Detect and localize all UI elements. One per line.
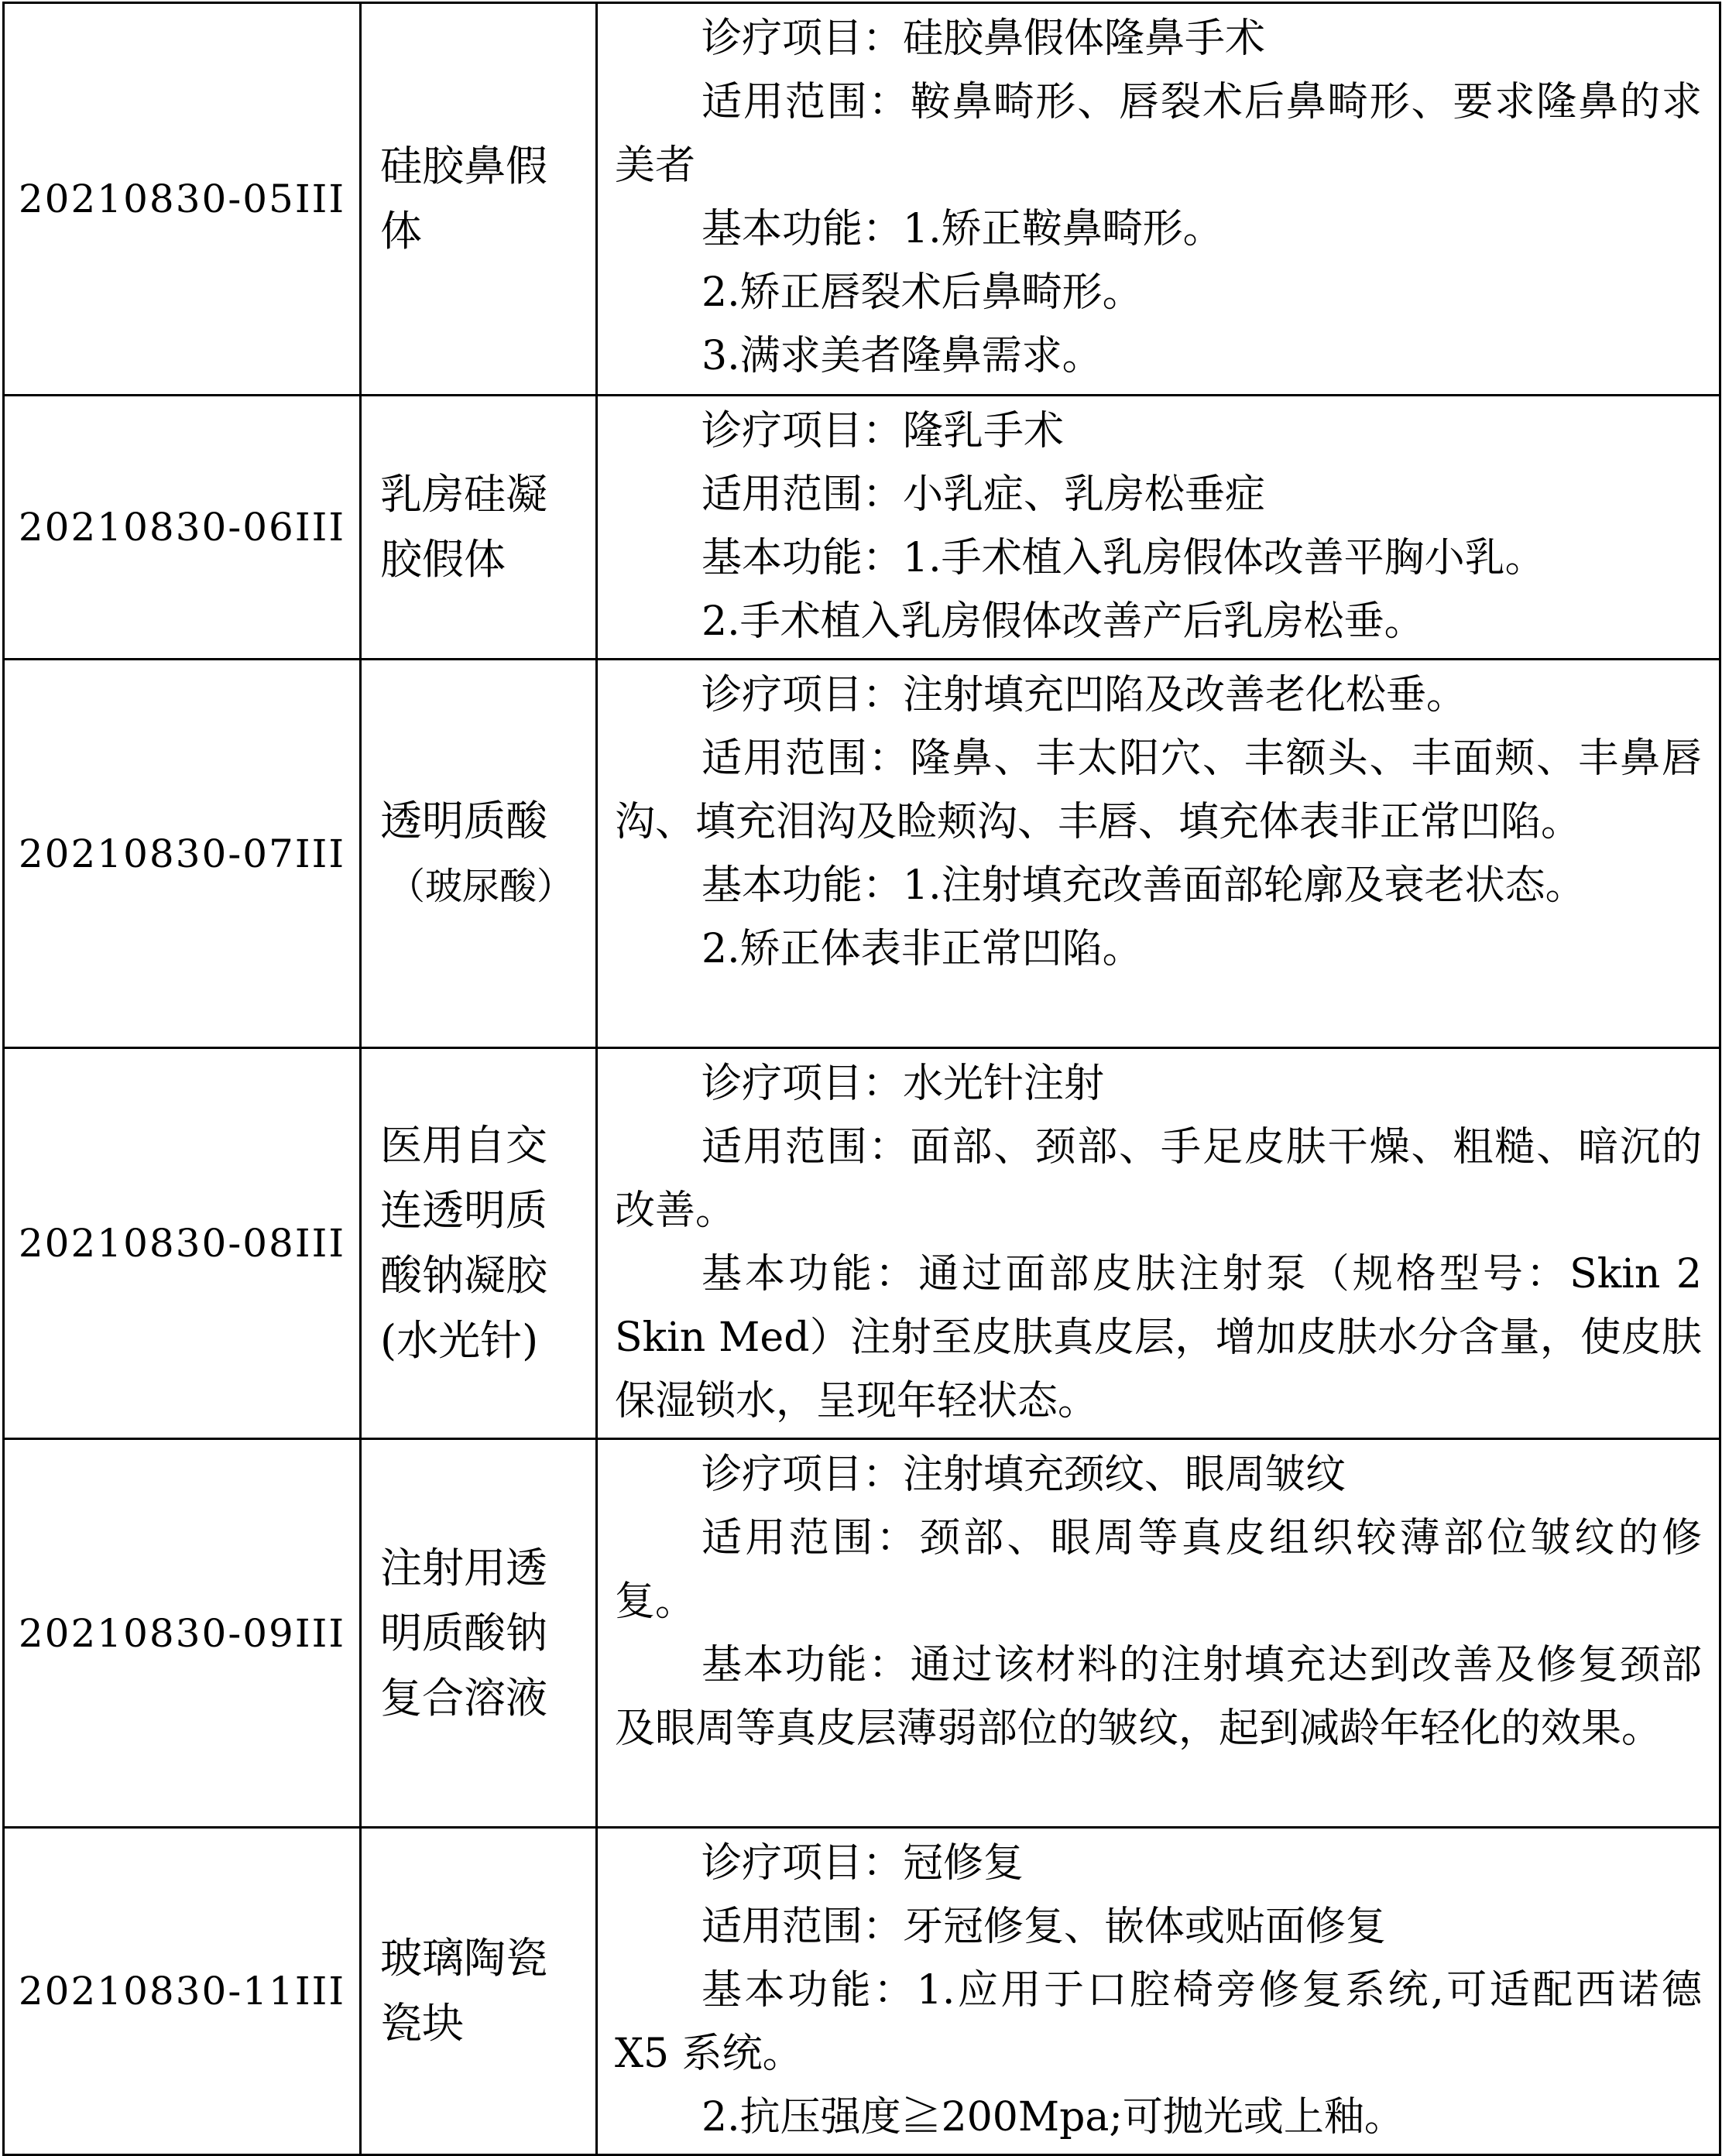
scope-line: 适用范围：隆鼻、丰太阳穴、丰额头、丰面颊、丰鼻唇沟、填充泪沟及睑颊沟、丰唇、填充体表非正常凹陷。 bbox=[615, 735, 1702, 845]
item-name-line: 酸钠凝胶 bbox=[380, 1251, 547, 1300]
item-name-line: 透明质酸 bbox=[380, 796, 547, 845]
function-line: 基本功能：1.注射填充改善面部轮廓及衰老状态。 bbox=[701, 862, 1586, 909]
item-description bbox=[597, 3, 1720, 396]
item-description bbox=[597, 396, 1720, 660]
function-line: 基本功能：通过该材料的注射填充达到改善及修复颈部及眼周等真皮层薄弱部位的皱纹，起到减龄年轻化的效果。 bbox=[615, 1642, 1702, 1752]
item-code: 20210830-08III bbox=[4, 1048, 361, 1439]
item-description bbox=[597, 1048, 1720, 1439]
item-name-line: 硅胶鼻假 bbox=[380, 142, 547, 190]
function-line: 基本功能：1.手术植入乳房假体改善平胸小乳。 bbox=[701, 535, 1545, 581]
project-line: 诊疗项目：注射填充颈纹、眼周皱纹 bbox=[701, 1452, 1346, 1498]
item-name-line: 乳房硅凝 bbox=[380, 470, 547, 519]
project-line: 诊疗项目：水光针注射 bbox=[701, 1061, 1105, 1107]
item-name bbox=[361, 660, 597, 1048]
item-name-line: （玻尿酸） bbox=[387, 864, 574, 908]
medical-device-table bbox=[2, 2, 1721, 2156]
item-name bbox=[361, 396, 597, 660]
table-row bbox=[4, 1828, 1720, 2155]
function-line: 2.矫正唇裂术后鼻畸形。 bbox=[701, 269, 1143, 316]
item-name bbox=[361, 1828, 597, 2155]
function-line: 3.满求美者隆鼻需求。 bbox=[701, 333, 1103, 379]
function-line: 2.抗压强度≧200Mpa;可抛光或上釉。 bbox=[701, 2094, 1405, 2141]
item-description bbox=[597, 660, 1720, 1048]
item-name-line: 玻璃陶瓷 bbox=[380, 1934, 547, 1983]
item-name-line: 复合溶液 bbox=[380, 1673, 547, 1722]
scope-line: 适用范围：颈部、眼周等真皮组织较薄部位皱纹的修复。 bbox=[615, 1515, 1702, 1625]
item-code: 20210830-11III bbox=[4, 1828, 361, 2155]
item-description bbox=[597, 1439, 1720, 1828]
item-name-line: 医用自交 bbox=[380, 1121, 547, 1170]
table-row bbox=[4, 1048, 1720, 1439]
table-row bbox=[4, 3, 1720, 396]
item-code: 20210830-06III bbox=[4, 396, 361, 660]
project-line: 诊疗项目：硅胶鼻假体隆鼻手术 bbox=[701, 15, 1266, 62]
item-name-line: 明质酸钠 bbox=[380, 1608, 547, 1657]
item-name bbox=[361, 3, 597, 396]
item-name bbox=[361, 1439, 597, 1828]
project-line: 诊疗项目：注射填充凹陷及改善老化松垂。 bbox=[701, 672, 1467, 718]
function-line: 基本功能：通过面部皮肤注射泵（规格型号：Skin 2 Skin Med）注射至皮肤真皮层，增加皮肤水分含量，使皮肤保湿锁水，呈现年轻状态。 bbox=[615, 1251, 1702, 1424]
table-row bbox=[4, 396, 1720, 660]
scope-line: 适用范围：小乳症、乳房松垂症 bbox=[701, 471, 1266, 518]
function-line: 2.矫正体表非正常凹陷。 bbox=[701, 926, 1143, 972]
item-code: 20210830-05III bbox=[4, 3, 361, 396]
project-line: 诊疗项目：冠修复 bbox=[701, 1840, 1024, 1887]
project-line: 诊疗项目：隆乳手术 bbox=[701, 408, 1065, 454]
item-name-line: (水光针) bbox=[380, 1316, 539, 1365]
function-line: 2.手术植入乳房假体改善产后乳房松垂。 bbox=[701, 598, 1425, 645]
item-description bbox=[597, 1828, 1720, 2155]
table-row bbox=[4, 1439, 1720, 1828]
item-name-line: 连透明质 bbox=[380, 1186, 547, 1235]
function-line: 基本功能：1.矫正鞍鼻畸形。 bbox=[701, 206, 1223, 252]
item-name-line: 体 bbox=[380, 207, 422, 255]
item-name bbox=[361, 1048, 597, 1439]
item-code: 20210830-09III bbox=[4, 1439, 361, 1828]
table-row bbox=[4, 660, 1720, 1048]
scope-line: 适用范围：鞍鼻畸形、唇裂术后鼻畸形、要求隆鼻的求美者 bbox=[615, 79, 1702, 189]
scope-line: 适用范围：牙冠修复、嵌体或贴面修复 bbox=[701, 1904, 1387, 1950]
scope-line: 适用范围：面部、颈部、手足皮肤干燥、粗糙、暗沉的改善。 bbox=[615, 1124, 1702, 1234]
item-code: 20210830-07III bbox=[4, 660, 361, 1048]
item-name-line: 注射用透 bbox=[380, 1543, 547, 1592]
function-line: 基本功能：1.应用于口腔椅旁修复系统,可适配西诺德 X5 系统。 bbox=[615, 1967, 1702, 2077]
item-name-line: 瓷块 bbox=[380, 1999, 464, 2048]
item-name-line: 胶假体 bbox=[380, 535, 506, 584]
